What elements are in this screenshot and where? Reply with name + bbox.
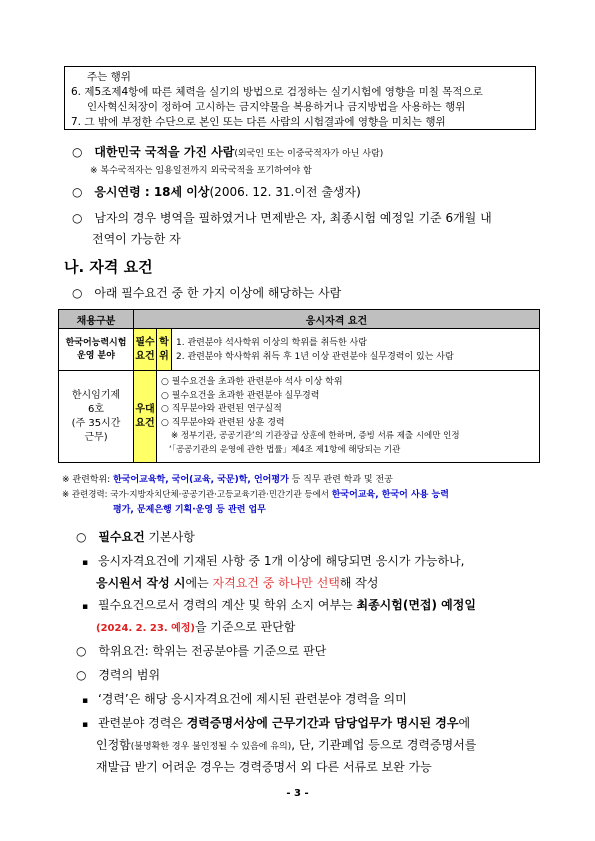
career-3-pre: 인정함 [96, 738, 131, 752]
degree-label-1: 학 [159, 336, 169, 348]
section-title: 나. 자격 요건 [64, 258, 153, 276]
degree-label-2: 위 [159, 350, 169, 362]
basics-2-bold: 최종시험(면접) 예정일 [356, 598, 476, 612]
basics-heading [76, 528, 195, 545]
table-header-row [59, 310, 540, 329]
nationality-item [72, 143, 383, 160]
preferred-note-1: ※ 정부기관, 공공기관’의 기관장급 상훈에 한하며, 증빙 서류 제출 시에만 인정 [171, 431, 460, 441]
employment-type-line-4: 근무) [84, 431, 108, 443]
basics-2-line-2 [96, 618, 295, 635]
basics-bold: 필수요건 [98, 530, 145, 544]
box-line-0: 주는 행위 [87, 71, 131, 83]
page-number: - 3 - [286, 788, 309, 799]
basics-1-end: 해 작성 [339, 576, 379, 590]
bullet: ○ [72, 211, 83, 225]
career-bullet-1 [82, 690, 407, 707]
note-degree-prefix: ※ 관련학위: [62, 475, 114, 485]
intro-item [72, 284, 341, 301]
military-item [72, 209, 492, 226]
degree-requirement-text: 학위요건: 학위는 전공분야를 기준으로 판단 [98, 644, 327, 658]
required-items-cell [172, 329, 540, 371]
preferred-label-2: 요건 [135, 417, 155, 429]
note-career-fields-1: 한국어교육, 한국어 사용 능력 [331, 490, 449, 500]
preferred-items-cell [157, 371, 540, 463]
military-line-2: 전역이 가능한 자 [92, 232, 181, 246]
career-3-small: (불명확한 경우 불인정될 수 있음에 유의) [130, 742, 292, 752]
employment-type-cell [59, 371, 134, 463]
career-3-end: , 단, 기관폐업 등으로 경력증명서를 [291, 738, 477, 752]
employment-type-line-3: (주 35시간 [71, 417, 121, 429]
bullet: ○ [76, 530, 87, 544]
career-2-end: 에 [458, 716, 471, 730]
intro-text: 아래 필수요건 중 한 가지 이상에 해당하는 사람 [94, 286, 342, 300]
career-2-line-2 [96, 736, 476, 753]
note-degree-suffix: 등 직무 관련 학과 및 전공 [288, 475, 393, 485]
preferred-item-4: ○ 직무분야와 관련된 상훈 경력 [161, 417, 285, 428]
employment-type-line-1: 한시임기제 [71, 389, 121, 401]
preferred-note-2: ‘「공공기관의 운영에 관한 법률」제4조 제1항에 해당되는 기관 [169, 444, 401, 455]
box-line-1: 6. 제5조제4항에 따른 체력을 실기의 방법으로 검정하는 실기시험에 영향을 미칠 목적으로 [71, 86, 483, 98]
bullet: ○ [76, 644, 87, 658]
job-field-line-1: 한국어능력시험 [65, 337, 127, 348]
note-career-prefix: ※ 관련경력: 국가·지방자치단체·공공기관·고등교육기관·민간기관 등에서 [62, 490, 332, 500]
career-2-bold: 경력증명서상에 근무기간과 담당업무가 명시된 경우 [186, 716, 459, 730]
table-row-preferred [59, 371, 540, 463]
table-header-requirements: 응시자격 요건 [134, 310, 540, 329]
table-row-required [59, 329, 540, 371]
basics-2-line-1: 필수요건으로서 경력의 계산 및 학위 소지 여부는 [97, 598, 357, 612]
degree-label-cell [157, 329, 172, 371]
basics-1-line-1: 응시자격요건에 기재된 사항 중 1개 이상에 해당되면 응시가 가능하나, [97, 554, 465, 568]
box-line-3: 7. 그 밖에 부정한 수단으로 본인 또는 다른 사람의 시험결과에 영향을 미치는 행위 [71, 116, 446, 128]
basics-1-red: 자격요건 중 하나만 선택 [212, 576, 340, 590]
preferred-item-2: ○ 필수요건을 초과한 관련분야 실무경력 [161, 390, 320, 401]
square-bullet: ▪ [82, 720, 89, 730]
career-2-line-3: 재발급 받기 어려운 경우는 경력증명서 외 다른 서류로 보완 가능 [96, 760, 432, 774]
basics-bullet-1 [82, 552, 464, 569]
basics-2-end: 을 기준으로 판단함 [195, 620, 296, 634]
required-item-1: 1. 관련분야 석사학위 이상의 학위를 취득한 사람 [176, 337, 367, 348]
career-2-pre: 관련분야 경력은 [97, 716, 187, 730]
basics-bullet-2 [82, 596, 476, 613]
required-item-2: 2. 관련분야 학사학위 취득 후 1년 이상 관련분야 실무경력이 있는 사람 [176, 351, 454, 362]
basics-rest: 기본사항 [144, 530, 195, 544]
basics-2-date: (2024. 2. 23. 예정) [96, 623, 196, 634]
bullet: ○ [72, 145, 83, 159]
nationality-note: ※ 복수국적자는 임용일전까지 외국국적을 포기하여야 함 [90, 166, 312, 176]
prohibited-acts-box [64, 66, 536, 130]
preferred-item-3: ○ 직무분야와 관련된 연구실적 [161, 404, 282, 414]
age-bold: 응시연령 : 18세 이상 [94, 185, 210, 199]
career-scope-text: 경력의 범위 [98, 668, 161, 682]
military-line-1: 남자의 경우 병역을 필하였거나 면제받은 자, 최종시험 예정일 기준 6개월 내 [94, 211, 492, 225]
preferred-item-1: ○ 필수요건을 초과한 관련분야 석사 이상 학위 [161, 377, 343, 387]
bullet: ○ [72, 286, 83, 300]
note-degree-fields: 한국어교육학, 국어(교육, 국문)학, 언어평가 [113, 475, 289, 485]
note-related-career [62, 487, 449, 500]
basics-1-line-2 [96, 574, 378, 591]
age-item [72, 183, 361, 200]
bullet: ○ [76, 668, 87, 682]
square-bullet: ▪ [82, 602, 89, 612]
nationality-paren: (외국인 또는 이중국적자가 아닌 사람) [234, 149, 384, 159]
preferred-label-cell [134, 371, 157, 463]
required-label-cell [134, 329, 157, 371]
table-header-category: 채용구분 [59, 310, 134, 329]
required-label-2: 요건 [135, 350, 155, 362]
job-field-line-2: 운영 분야 [77, 350, 115, 361]
preferred-label-1: 우대 [135, 403, 155, 415]
required-label-1: 필수 [135, 336, 155, 348]
box-line-2: 인사혁신처장이 정하여 고시하는 금지약물을 복용하거나 금지방법을 사용하는 행위 [87, 101, 466, 113]
square-bullet: ▪ [82, 558, 89, 568]
note-career-fields-2: 평가, 문제은행 기획·운영 등 관련 업무 [113, 505, 266, 515]
note-related-degree [62, 472, 393, 485]
job-field-cell [59, 329, 134, 371]
career-1-text: ‘경력’은 해당 응시자격요건에 제시된 관련분야 경력을 의미 [97, 692, 407, 706]
basics-1-bold: 응시원서 작성 시 [96, 576, 186, 590]
requirements-table [58, 309, 540, 463]
career-scope-heading [76, 666, 160, 683]
employment-type-line-2: 6호 [87, 403, 105, 415]
career-bullet-2 [82, 714, 470, 731]
basics-1-mid: 에는 [185, 576, 213, 590]
bullet: ○ [72, 185, 83, 199]
nationality-bold: 대한민국 국적을 가진 사람 [94, 145, 235, 159]
age-paren: (2006. 12. 31.이전 출생자) [209, 185, 361, 199]
degree-requirement [76, 642, 326, 659]
square-bullet: ▪ [82, 696, 89, 706]
